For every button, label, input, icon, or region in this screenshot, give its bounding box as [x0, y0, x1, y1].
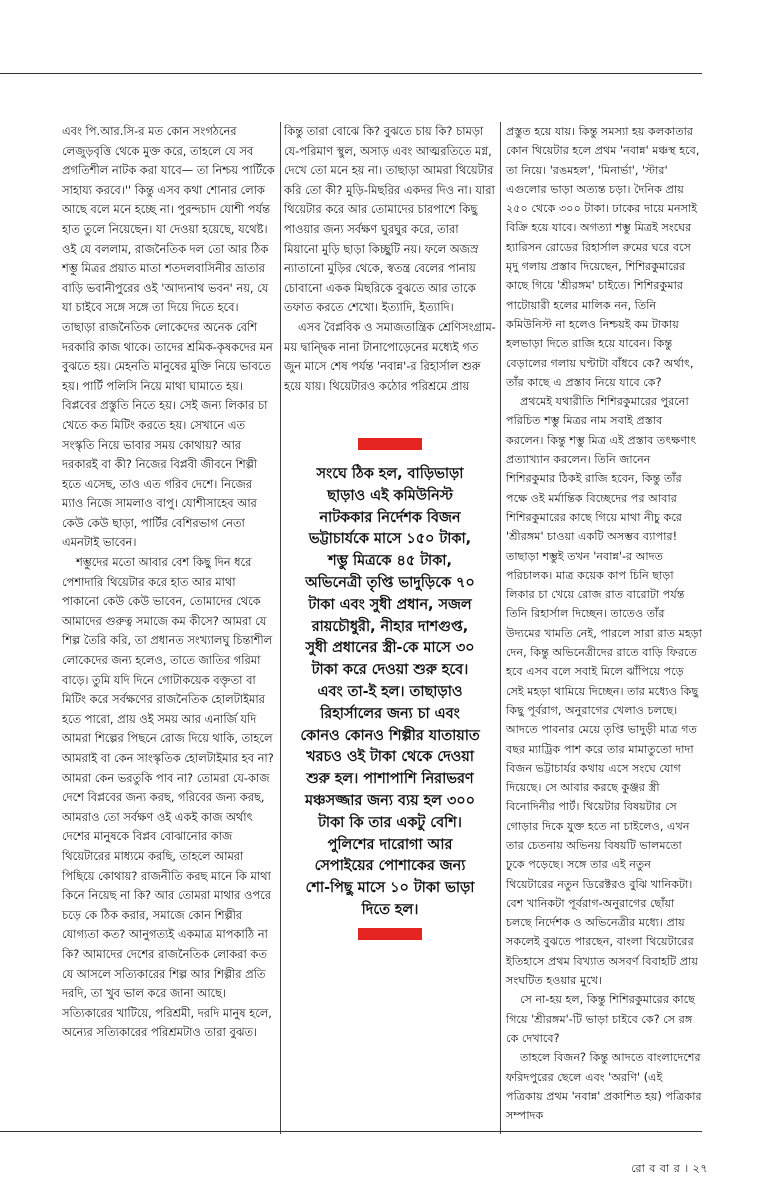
paragraph: কিন্তু তারা বোঝে কি? বুঝতে চায় কি? চামড়া যে-পরিমাণ স্থুল, অসাড় এবং আত্মরতিতে মগ্ন, দেখে তো মনে হয় না। তাছাড়া আমরা থিয়েটার করি তো কী? মুড়ি-মিছরির একদর দিও না। যারা থিয়েটার করে আর তোমাদের চারপাশে কিছু পাওয়ার জন্য সর্বক্ষণ ঘুরঘুর করে, তারা মিয়ানো মুড়ি ছাড়া কিচ্ছুটি নয়। ফলে অজস্র ন্যাতানো মুড়ির থেকে, স্বতন্ত্র বেলের পানায় চোবানো একক মিছরিকে বুঝতে আর তাকে তফাত করতে শেখো। ইত্যাদি, ইত্যাদি। [284, 124, 495, 315]
paragraph: এবং পি.আর.সি-র মত কোন সংগঠনের লেজুড়বৃত্তি থেকে মুক্ত করে, তাহলে যে সব প্রগতিশীল নাটক করা যাবে— তা নিশ্চয় পার্টিকে সাহায্য করবে।'' কিন্তু এসব কথা শোনার লোক আছে বলে মনে হচ্ছে না। পুরন্দচাদ যোশী পর্যন্ত হাত তুলে নিয়েছেন। যা দেওয়া হয়েছে, যথেষ্ট। ওই যে বললাম, রাজনৈতিক দল তো আর ঠিক শম্ভু মিত্রর প্রয়াত মাতা শতদলবাসিনীর ভ্রাতার বাড়ি ভবানীপুরের ওই 'আদ্যনাথ ভবন' নয়, যে যা চাইবে সঙ্গে সঙ্গে তা দিয়ে দিতে হবে। তাছাড়া রাজনৈতিক লোকেদের অনেক বেশি দরকারি কাজ থাকে। তাদের শ্রমিক-কৃষকদের মন বুঝতে হয়। মেহনতি মানুষের মুক্তি নিয়ে ভাবতে হয়। পার্টি পলিসি নিয়ে মাথা ঘামাতে হয়। বিপ্লবের প্রস্তুতি নিতে হয়। সেই জন্য লিকার চা খেতে কত মিটিং করতে হয়। সেখানে এত সংস্কৃতি নিয়ে ভাবার সময় কোথায়? আর দরকারই বা কী? নিজের বিপ্লবী জীবনে শিল্পী হতে এসেছ, তাও এত গরিব দেশে। নিজের ম্যাও নিজে সামলাও বাপু। যোশীসাহেব আর কেউ কেউ ছাড়া, পার্টির বেশিরভাগ নেতা এমনটাই ভাবেন। [62, 124, 275, 550]
column-divider [280, 122, 281, 1134]
pull-quote-top-bar [358, 438, 422, 450]
footer-rule [0, 1131, 702, 1132]
article-column-2 [284, 122, 496, 396]
paragraph: এসব বৈপ্লবিক ও সমাজতান্ত্রিক শ্রেণিসংগ্রাম-ময় দ্বান্দ্বিক নানা টানাপোড়েনের মধ্যেই গত জুন মাসে শেষ পর্যন্ত 'নবান্ন'-র রিহার্সাল শুরু হয়ে যায়। থিয়েটারও কঠোর পরিশ্রমে প্রায় [284, 319, 496, 393]
paragraph: প্রস্তুত হয়ে যায়। কিন্তু সমস্যা হয় কলকাতার কোন থিয়েটার হলে প্রথম 'নবান্ন' মঞ্চস্থ হবে, তা নিয়ে। 'রঙমহল', 'মিনার্ভা', 'স্টার' এগুলোর ভাড়া অত্যন্ত চড়া। দৈনিক প্রায় ২৫০ থেকে ৩০০ টাকা। ঢাকের দায়ে মনসাই বিক্রি হয়ে যাবে। অগত্যা শম্ভু মিত্রই সংঘের হ্যারিসন রোডের রিহার্সাল রুমের ঘরে বসে মৃদু গলায় প্রস্তাব দিয়েছেন, শিশিরকুমারের কাছে গিয়ে 'শ্রীরঙ্গম' চাইতে। শিশিরকুমার পাটোয়ারী হলের মালিক নন, তিনি কমিউনিস্ট না হলেও নিশ্চয়ই কম টাকায় হলভাড়া দিতে রাজি হয়ে যাবেন। কিন্তু বেড়ালের গলায় ঘণ্টাটা বাঁধবে কে? অর্থাৎ, তাঁর কাছে এ প্রস্তাব নিয়ে যাবে কে? [506, 125, 700, 389]
paragraph: সে না-হয় হল, কিন্তু শিশিরকুমারের কাছে গিয়ে 'শ্রীরঙ্গম'-টি ভাড়া চাইবে কে? সে রঙ্গ কে দেখাবে? [506, 993, 695, 1045]
pull-quote-bottom-bar [358, 928, 422, 940]
pull-quote [300, 438, 480, 940]
paragraph: তাহলে বিজন? কিন্তু আদতে বাংলাদেশের ফরিদপুরের ছেলে এবং 'অরণি' (এই পত্রিকায় প্রথম 'নবান্ন' প্রকাশিত হয়) পত্রিকার সম্পাদক [506, 1051, 702, 1123]
paragraph: শম্ভুদের মতো আবার বেশ কিছু দিন ধরে পেশাদারি থিয়েটার করে হাত আর মাথা পাকানো কেউ কেউ ভাবেন, তোমাদের থেকে আমাদের গুরুত্ব সমাজে কম কীসে? আমরা যে শিল্প তৈরি করি, তা প্রধানত সংখ্যালঘু চিন্তাশীল লোকেদের জন্য হলেও, তাতে জাতির গরিমা বাড়ে। তুমি যদি দিনে গোটাকয়েক বক্তৃতা বা মিটিং করে সর্বক্ষণের রাজনৈতিক হোলটাইমার হতে পারো, প্রায় ওই সময় আর এনার্জি যদি আমরা শিল্পের পিছনে রোজ দিয়ে থাকি, তাহলে আমরাই বা কেন সাংস্কৃতিক হোলটাইমার হব না? আমরা কেন ভরতুকি পাব না? তোমরা যে-কাজ দেশে বিপ্লবের জন্য করছ, গরিবের জন্য করছ, আমরাও তো সর্বক্ষণ ওই একই কাজ অর্থাৎ দেশের মানুষকে বিপ্লব বোঝানোর কাজ থিয়েটারের মাধ্যমে করছি, তাহলে আমরা পিছিয়ে কোথায়? রাজনীতি করছ মানে কি মাথা কিনে নিয়েছ না কি? আর তোমরা মাথার ওপরে চড়ে কে ঠিক করার, সমাজে কোন শিল্পীর যোগ্যতা কত? আনুগত্যই একমাত্র মাপকাঠি না কি? আমাদের দেশের রাজনৈতিক লোকরা কত যে আসলে সত্যিকারের শিল্প আর শিল্পীর প্রতি দরদি, তা খুব ভাল করে জানা আছে। সত্যিকারের খাটিয়ে, পরিশ্রমী, দরদি মানুষ হলে, অন্যের সত্যিকারের পরিশ্রমটাও তারা বুঝত। [62, 555, 274, 1040]
paragraph: প্রথমেই যথারীতি শিশিরকুমারের পুরনো পরিচিত শম্ভু মিত্রর নাম সবাই প্রস্তাব করলেন। কিন্তু শম্ভু মিত্র এই প্রস্তাব তৎক্ষণাৎ প্রত্যাখ্যান করলেন। তিনি জানেন শিশিরকুমার ঠিকই রাজি হবেন, কিন্তু তাঁর পক্ষে ওই মর্মান্তিক বিচ্ছেদের পর আবার শিশিরকুমারের কাছে গিয়ে মাথা নীচু করে 'শ্রীরঙ্গম' চাওয়া একটি অসম্ভব ব্যাপার! তাছাড়া শম্ভুই তখন 'নবান্ন'-র আদত পরিচালক। মাত্র কয়েক কাপ চিনি ছাড়া লিকার চা খেয়ে রোজ রাত বারোটা পর্যন্ত তিনি রিহার্সাল দিচ্ছেন। তাতেও তাঁর উদ্যমের খামতি নেই, পারলে সারা রাত মহড়া দেন, কিন্তু অভিনেত্রীদের রাতে বাড়ি ফিরতে হবে এসব বলে সবাই মিলে ঝাঁপিয়ে পড়ে সেই মহড়া থামিয়ে দিচ্ছেন। তার মধ্যেও কিছু কিছু পূর্বরাগ, অনুরাগের খেলাও চলছে। আদতে পাবনার মেয়ে তৃপ্তি ভাদুড়ী মাত্র গত বছর ম্যাট্রিক পাশ করে তার মামাতুতো দাদা বিজন ভট্টাচার্যর কথায় এসে সংঘে যোগ দিয়েছে। সে আবার করছে কুঞ্জর স্ত্রী বিনোদিনীর পার্ট। থিয়েটার বিষয়টার সে গোড়ার দিকে যুক্ত হতে না চাইলেও, এখন তার চেতনায় অভিনয় বিষয়টি ভালমতো ঢুকে পড়েছে। সঙ্গে তার এই নতুন থিয়েটারের নতুন ডিরেক্টরও বুঝি খানিকটা। বেশ খানিকটা পূর্বরাগ-অনুরাগের ছোঁয়া চলছে নির্দেশক ও অভিনেত্রীর মধ্যে। প্রায় সকলেই বুঝতে পারছেন, বাংলা থিয়েটারের ইতিহাসে প্রথম বিখ্যাত অসবর্ণ বিবাহটি প্রায় সংঘটিত হওয়ার মুখে। [506, 395, 702, 988]
column-divider [500, 122, 501, 1134]
article-column-3 [506, 122, 702, 1125]
article-column-1 [62, 122, 275, 1043]
page-footer: রো ব বা র । ২৭ [631, 1162, 708, 1175]
header-rule [0, 73, 702, 74]
pull-quote-text: সংঘে ঠিক হল, বাড়িভাড়া ছাড়াও এই কমিউনিস্ট নাটককার নির্দেশক বিজন ভট্টাচার্যকে মাসে ১৫০ টাকা, শম্ভু মিত্রকে ৪৫ টাকা, অভিনেত্রী তৃপ্তি ভাদুড়িকে ৭০ টাকা এবং সুধী প্রধান, সজল রায়চৌধুরী, নীহার দাশগুপ্ত, সুধী প্রধানের স্ত্রী-কে মাসে ৩০ টাকা করে দেওয়া শুরু হবে। এবং তা-ই হল। তাছাড়াও রিহার্সালের জন্য চা এবং কোনও কোনও শিল্পীর যাতায়াত খরচও ওই টাকা থেকে দেওয়া শুরু হল। পাশাপাশি নিরাভরণ মঞ্চসজ্জার জন্য ব্যয় হল ৩০০ টাকা কি তার একটু বেশি। পুলিশের দারোগা আর সেপাইয়ের পোশাকের জন্য শো-পিছু মাসে ১০ টাকা ভাড়া দিতে হল। [300, 466, 480, 918]
